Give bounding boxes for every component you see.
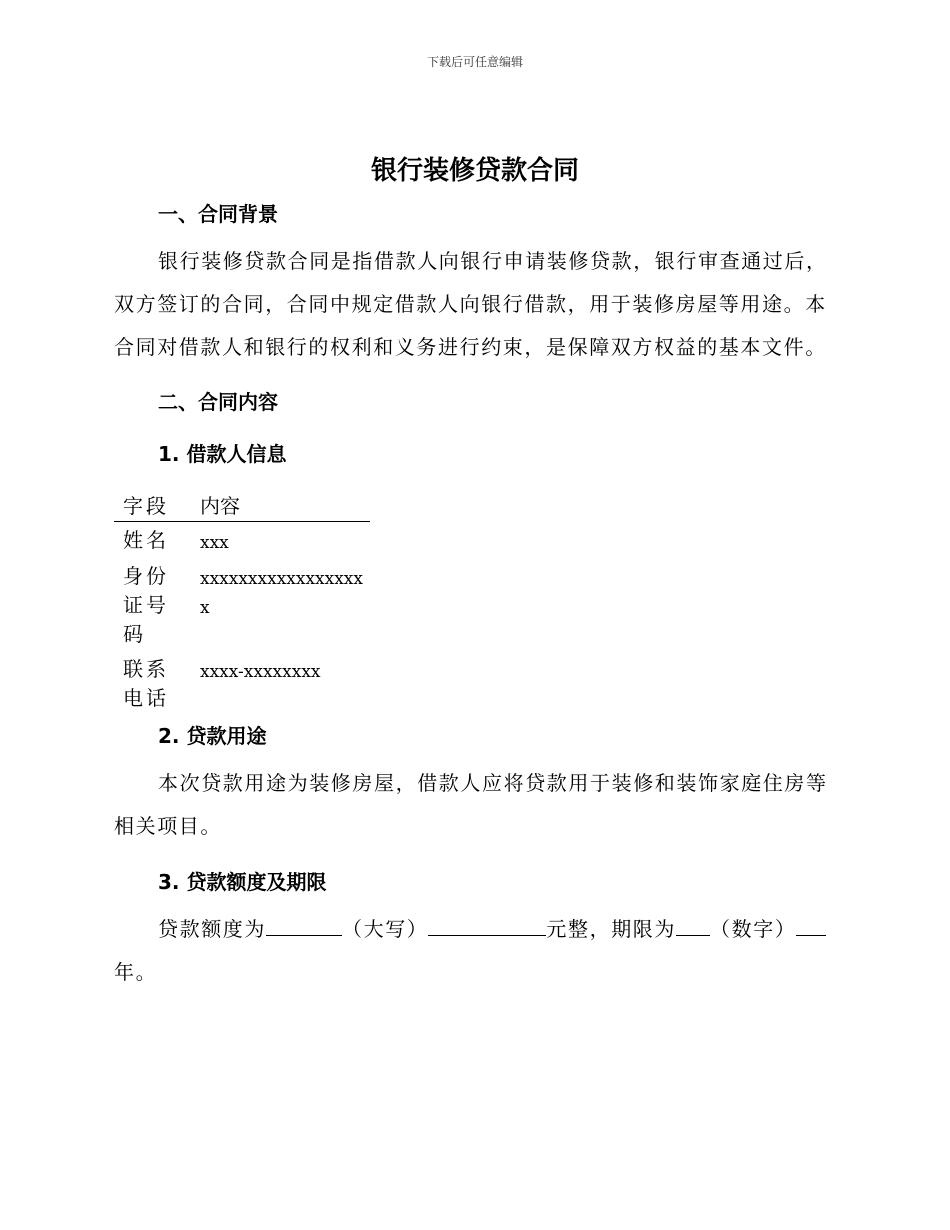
subheading-loan-purpose: 2. 贷款用途 bbox=[158, 724, 267, 748]
section-heading-content: 二、合同内容 bbox=[158, 390, 278, 414]
term-blank[interactable] bbox=[676, 913, 710, 936]
loan-purpose-paragraph: 本次贷款用途为装修房屋，借款人应将贷款用于装修和装饰家庭住房等相关项目。 bbox=[114, 771, 828, 838]
amount-words-blank[interactable] bbox=[428, 913, 546, 936]
table-cell-field: 联系电话 bbox=[123, 657, 169, 710]
table-header-row bbox=[114, 490, 370, 522]
table-cell-field: 身份证号码 bbox=[123, 564, 169, 646]
subheading-borrower-info: 1. 借款人信息 bbox=[158, 442, 287, 466]
background-paragraph: 银行装修贷款合同是指借款人向银行申请装修贷款，银行审查通过后，双方签订的合同，合同中规定借款人向银行借款，用于装修房屋等用途。本合同对借款人和银行的权利和义务进行约束，是保障双方权益的基本文件。 bbox=[114, 249, 828, 359]
table-row bbox=[114, 526, 370, 558]
table-header-field: 字段 bbox=[123, 494, 169, 518]
table-row bbox=[114, 562, 370, 649]
amount-text-c: 元整，期限为 bbox=[546, 917, 677, 941]
term-number-blank[interactable] bbox=[796, 913, 826, 936]
amount-text-e: 年。 bbox=[114, 960, 158, 984]
table-cell-value: xxxx-xxxxxxxx bbox=[200, 662, 321, 682]
section-heading-background: 一、合同背景 bbox=[158, 202, 278, 226]
amount-blank[interactable] bbox=[266, 913, 342, 936]
borrower-info-table bbox=[114, 490, 370, 713]
table-row bbox=[114, 655, 370, 713]
amount-text-a: 贷款额度为 bbox=[158, 917, 266, 941]
table-cell-value: xxx bbox=[200, 533, 229, 553]
table-cell-value: xxxxxxxxxxxxxxxxxx bbox=[200, 569, 363, 618]
document-title: 银行装修贷款合同 bbox=[370, 156, 579, 186]
table-cell-field: 姓名 bbox=[123, 528, 169, 552]
header-note: 下载后可任意编辑 bbox=[426, 55, 523, 69]
amount-text-b: （大写） bbox=[342, 917, 429, 941]
table-header-content: 内容 bbox=[200, 494, 240, 518]
amount-text-d: （数字） bbox=[710, 917, 797, 941]
subheading-loan-amount-term: 3. 贷款额度及期限 bbox=[158, 870, 327, 894]
loan-amount-paragraph bbox=[114, 908, 830, 994]
